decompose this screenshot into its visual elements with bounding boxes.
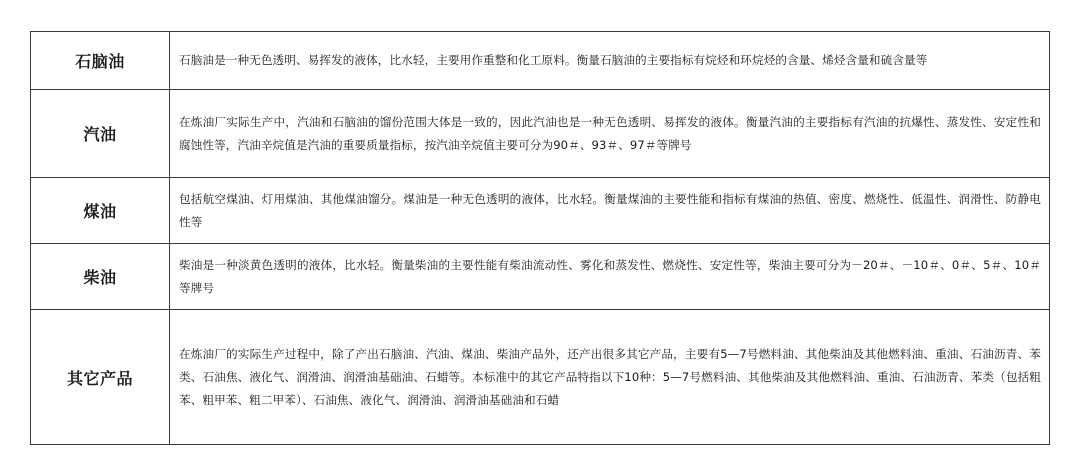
petroleum-products-table [30, 31, 1050, 445]
product-name-naphtha: 石脑油 [31, 32, 170, 90]
table-row [31, 310, 1050, 445]
product-description-diesel: 柴油是一种淡黄色透明的液体，比水轻。衡量柴油的主要性能有柴油流动性、雾化和蒸发性、燃烧性、安定性等，柴油主要可分为－20＃、－10＃、0＃、5＃、10＃等牌号 [170, 244, 1050, 310]
table-row [31, 32, 1050, 90]
table-row [31, 90, 1050, 178]
product-description-kerosene: 包括航空煤油、灯用煤油、其他煤油馏分。煤油是一种无色透明的液体，比水轻。衡量煤油的主要性能和指标有煤油的热值、密度、燃烧性、低温性、润滑性、防静电性等 [170, 178, 1050, 244]
product-name-other: 其它产品 [31, 310, 170, 445]
product-name-diesel: 柴油 [31, 244, 170, 310]
product-description-other: 在炼油厂的实际生产过程中，除了产出石脑油、汽油、煤油、柴油产品外，还产出很多其它产品，主要有5—7号燃料油、其他柴油及其他燃料油、重油、石油沥青、苯类、石油焦、液化气、润滑油、润滑油基础油、石蜡等。本标准中的其它产品特指以下10种：5—7号燃料油、其他柴油及其他燃料油、重油、石油沥青、苯类（包括粗苯、粗甲苯、粗二甲苯）、石油焦、液化气、润滑油、润滑油基础油和石蜡 [170, 310, 1050, 445]
product-name-kerosene: 煤油 [31, 178, 170, 244]
product-description-naphtha: 石脑油是一种无色透明、易挥发的液体，比水轻，主要用作重整和化工原料。衡量石脑油的主要指标有烷烃和环烷烃的含量、烯烃含量和硫含量等 [170, 32, 1050, 90]
table-row [31, 178, 1050, 244]
product-name-gasoline: 汽油 [31, 90, 170, 178]
product-description-gasoline: 在炼油厂实际生产中，汽油和石脑油的馏份范围大体是一致的，因此汽油也是一种无色透明、易挥发的液体。衡量汽油的主要指标有汽油的抗爆性、蒸发性、安定性和腐蚀性等，汽油辛烷值是汽油的重要质量指标，按汽油辛烷值主要可分为90＃、93＃、97＃等牌号 [170, 90, 1050, 178]
table-row [31, 244, 1050, 310]
